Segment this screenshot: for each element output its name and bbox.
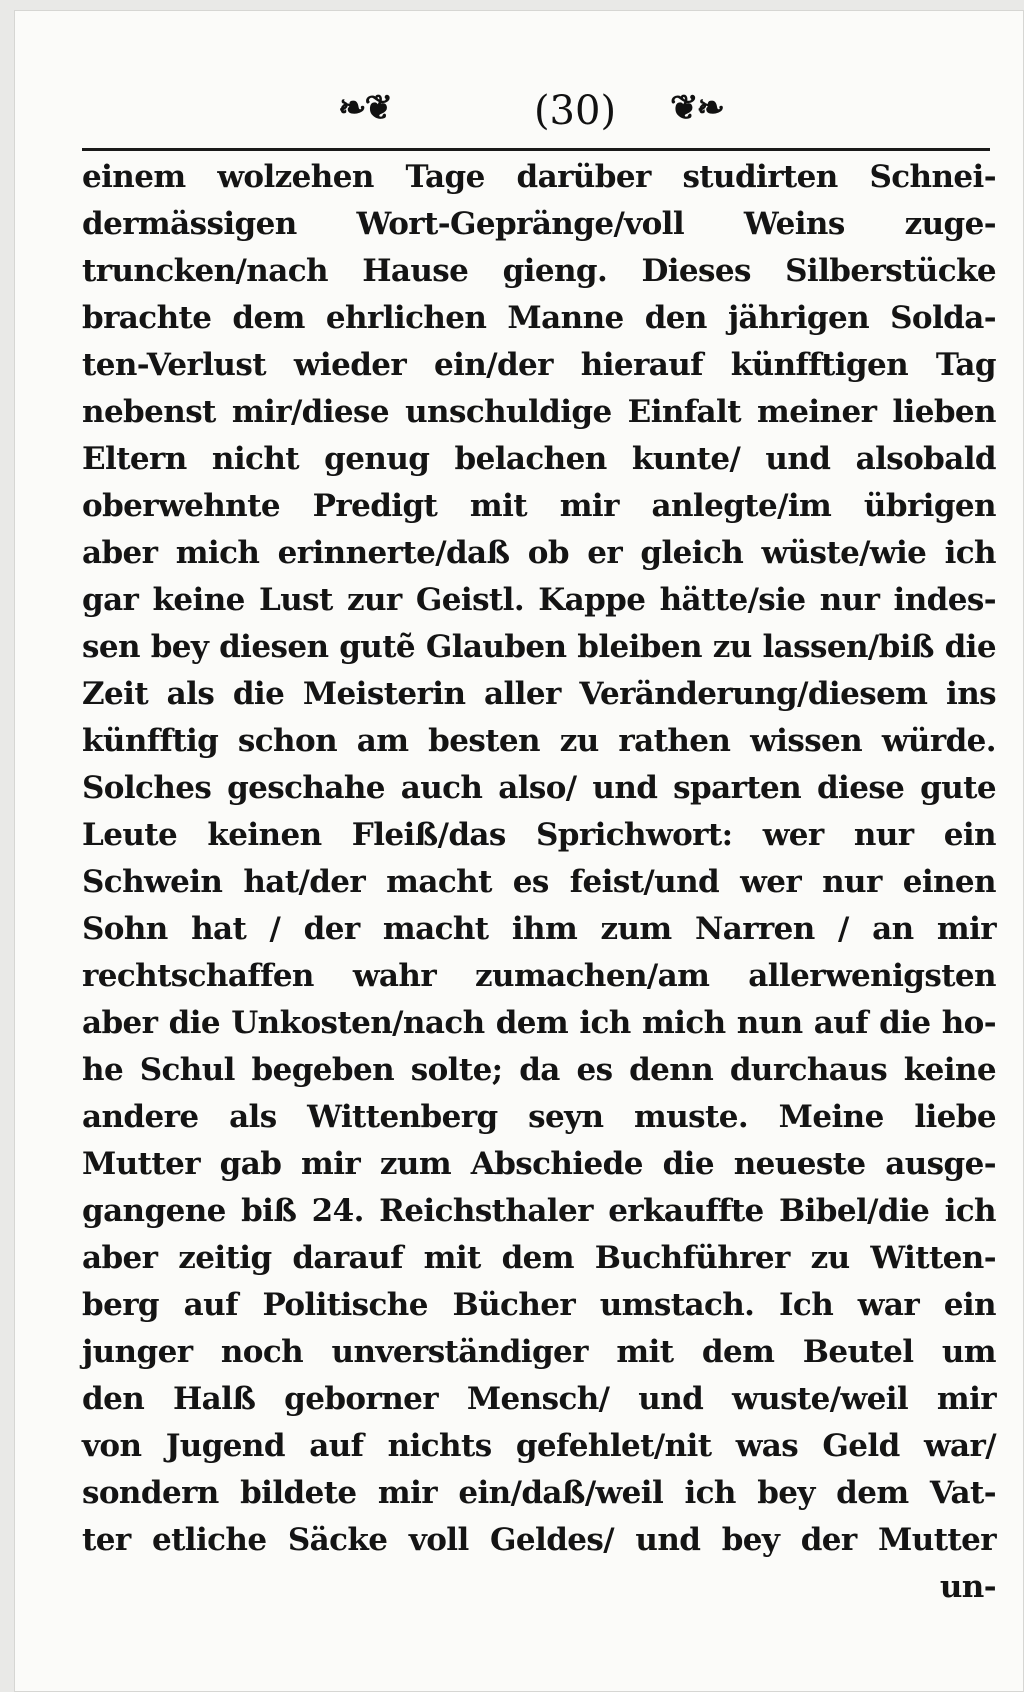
text-line: junger noch unverständiger mit dem Beutel um xyxy=(82,1334,996,1370)
text-line: nebenst mir/diese unschuldige Einfalt meiner lieben xyxy=(82,394,996,430)
text-line: sondern bildete mir ein/daß/weil ich bey dem Vat- xyxy=(82,1475,996,1511)
text-line: berg auf Politische Bücher umstach. Ich war ein xyxy=(82,1287,996,1323)
text-line: brachte dem ehrlichen Manne den jährigen Solda- xyxy=(82,300,996,336)
text-line: ter etliche Säcke voll Geldes/ und bey der Mutter xyxy=(82,1522,996,1558)
text-line: einem wolzehen Tage darüber studirten Schnei- xyxy=(82,159,996,195)
text-line: Mutter gab mir zum Abschiede die neueste ausge- xyxy=(82,1146,996,1182)
text-line: Schwein hat/der macht es feist/und wer nur einen xyxy=(82,864,996,900)
text-line: aber zeitig darauf mit dem Buchführer zu Witten- xyxy=(82,1240,996,1276)
text-line: künfftig schon am besten zu rathen wissen würde. xyxy=(82,723,996,759)
text-line: gar keine Lust zur Geistl. Kappe hätte/sie nur indes- xyxy=(82,582,996,618)
text-line: sen bey diesen gutẽ Glauben bleiben zu lassen/biß die xyxy=(82,629,996,665)
text-line: den Halß geborner Mensch/ und wuste/weil mir xyxy=(82,1381,996,1417)
text-line: aber mich erinnerte/daß ob er gleich wüste/wie ich xyxy=(82,535,996,571)
ornament-right-icon: ❦❧ xyxy=(670,88,723,128)
text-line: Solches geschahe auch also/ und sparten diese gute xyxy=(82,770,996,806)
text-line: he Schul begeben solte; da es denn durchaus keine xyxy=(82,1052,996,1088)
text-line: truncken/nach Hause gieng. Dieses Silberstücke xyxy=(82,253,996,289)
text-line: oberwehnte Predigt mit mir anlegte/im übrigen xyxy=(82,488,996,524)
text-line: ten-Verlust wieder ein/der hierauf künfftigen Tag xyxy=(82,347,996,383)
text-line: Sohn hat / der macht ihm zum Narren / an mir xyxy=(82,911,996,947)
book-page xyxy=(14,10,1024,1692)
text-line: rechtschaffen wahr zumachen/am allerwenigsten xyxy=(82,958,996,994)
page-header xyxy=(110,80,980,134)
text-line: Zeit als die Meisterin aller Veränderung/diesem ins xyxy=(82,676,996,712)
text-line: dermässigen Wort-Gepränge/voll Weins zuge- xyxy=(82,206,996,242)
text-line: Eltern nicht genug belachen kunte/ und alsobald xyxy=(82,441,996,477)
ornament-left-icon: ❧❦ xyxy=(338,88,391,128)
text-line: gangene biß 24. Reichsthaler erkauffte Bibel/die ich xyxy=(82,1193,996,1229)
header-rule xyxy=(82,148,990,151)
text-line: andere als Wittenberg seyn muste. Meine liebe xyxy=(82,1099,996,1135)
catchword: un- xyxy=(939,1569,996,1605)
body-text xyxy=(82,154,996,1611)
page-number: (30) xyxy=(533,88,617,134)
text-line: aber die Unkosten/nach dem ich mich nun auf die ho- xyxy=(82,1005,996,1041)
text-line: von Jugend auf nichts gefehlet/nit was Geld war/ xyxy=(82,1428,996,1464)
text-line: Leute keinen Fleiß/das Sprichwort: wer nur ein xyxy=(82,817,996,853)
